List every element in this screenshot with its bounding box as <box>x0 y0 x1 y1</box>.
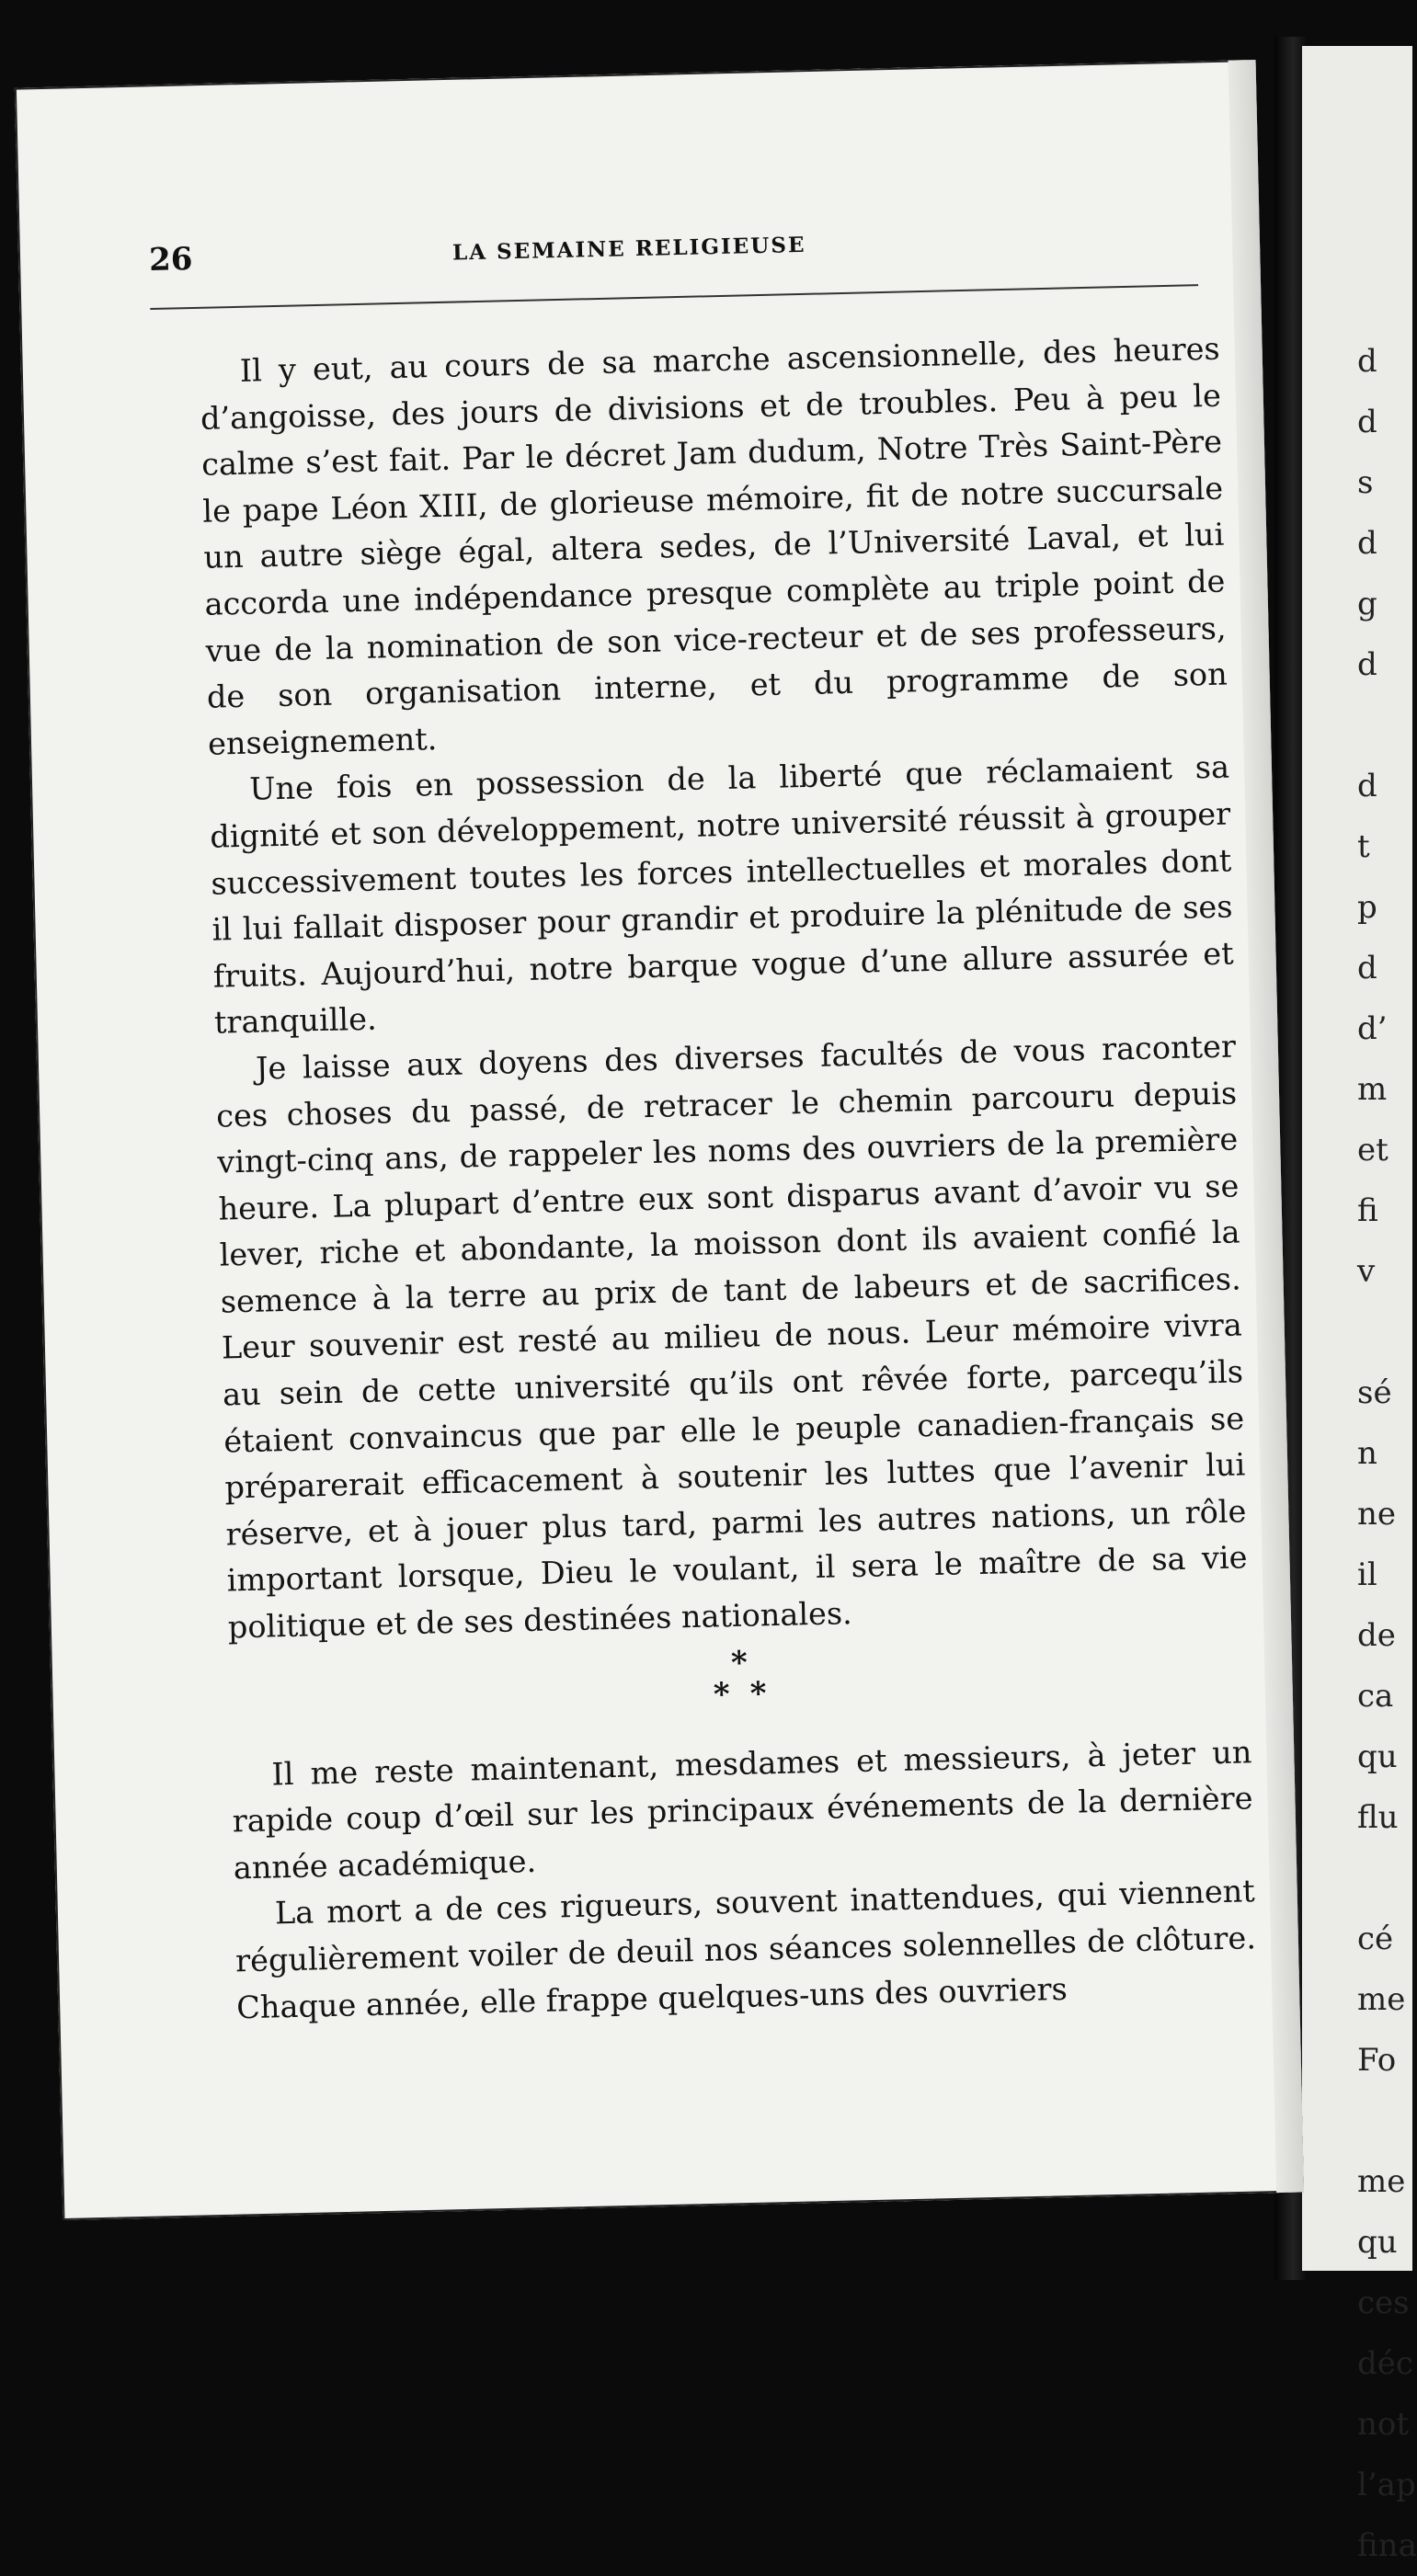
facing-page-fragment <box>1357 695 1417 756</box>
facing-page-fragment <box>1357 2091 1417 2151</box>
facing-page-fragment: d <box>1357 950 1377 986</box>
facing-page-fragment: qu <box>1357 1738 1398 1775</box>
facing-page-fragment: de <box>1357 1617 1396 1654</box>
asterism-bottom: ** <box>713 1674 787 1714</box>
facing-page-fragment: d <box>1357 768 1377 804</box>
facing-page-fragment: d <box>1357 343 1377 380</box>
facing-page-fragment: s <box>1357 464 1374 501</box>
facing-page-fragment: ces <box>1357 2285 1410 2321</box>
section-asterism <box>229 1636 1251 1721</box>
paragraph-1: Il y eut, au cours de sa marche ascensionnelle, des heures d’angoisse, des jours de divisions et de troubles. Peu à peu le calme s’est fait. Par le décret Jam dudum, Notre Très Saint-Père le pape Léon XIII, de glorieuse mémoire, fit de notre succursale un autre siège égal, altera sedes, de l’Université Laval, et lui accorda une indépendance presque complète au triple point de vue de la nomination de son vice-recteur et de ses professeurs, de son organisation interne, et du programme de son enseignement. <box>200 330 1228 762</box>
facing-page-fragment: not <box>1357 2406 1410 2443</box>
facing-page-fragment <box>1357 1848 1417 1909</box>
facing-page-fragment: fina <box>1357 2527 1417 2564</box>
facing-page-fragment: cé <box>1357 1921 1394 1957</box>
facing-page-fragment: d’ <box>1357 1010 1388 1047</box>
facing-page-fragment: t <box>1357 828 1370 865</box>
facing-page-fragment: flu <box>1357 1799 1399 1836</box>
paragraph-4: Il me reste maintenant, mesdames et messieurs, à jeter un rapide coup d’œil sur les principaux événements de la dernière année académique. <box>232 1733 1253 1886</box>
facing-page-fragment: g <box>1357 586 1377 622</box>
body-text <box>199 326 1257 2032</box>
paragraph-2: Une fois en possession de la liberté que réclamaient sa dignité et son développement, notre université réussit à grouper successivement toutes les forces intellectuelles et morales dont il lui fallait disposer pour grandir et produire la plénitude de ses fruits. Aujourd’hui, notre barque vogue d’une allure assurée et tranquille. <box>209 748 1234 1041</box>
facing-page-fragment: ne <box>1357 1496 1397 1533</box>
page-header <box>149 218 1198 288</box>
facing-page-fragment: n <box>1357 1435 1377 1472</box>
facing-page-fragment: Fo <box>1357 2042 1397 2079</box>
facing-page-fragment: d <box>1357 525 1377 562</box>
paragraph-5: La mort a de ces rigueurs, souvent inattendues, qui viennent régulièrement voiler de deuil nos séances solennelles de clôture. Chaque année, elle frappe quelques-uns des ouvriers <box>234 1873 1257 2025</box>
facing-page-fragment: d <box>1357 646 1377 683</box>
facing-page-fragment: déc <box>1357 2345 1413 2382</box>
facing-page-fragment: me <box>1357 1981 1406 2018</box>
facing-page-fragment: l’ap <box>1357 2467 1416 2503</box>
facing-page-fragment: il <box>1357 1556 1377 1593</box>
facing-page-fragment: v <box>1357 1253 1376 1290</box>
facing-page-fragment: p <box>1357 889 1377 926</box>
facing-page-fragment <box>1357 1302 1417 1362</box>
facing-page-text <box>1357 331 1417 2576</box>
asterism-top: * <box>730 1644 748 1681</box>
facing-page-fragment: qu <box>1357 2224 1398 2261</box>
facing-page-fragment: m <box>1357 1071 1388 1108</box>
paragraph-3: Je laisse aux doyens des diverses facultés de vous raconter ces choses du passé, de retracer le chemin parcouru depuis vingt-cinq ans, de rappeler les noms des ouvriers de la première heure. La plupart d’entre eux sont disparus avant d’avoir vu se lever, riche et abondante, la moisson dont ils avaient confié la semence à la terre au prix de tant de labeurs et de sacrifices. Leur souvenir est resté au milieu de nous. Leur mémoire vivra au sein de cette université qu’ils ont rêvée forte, parcequ’ils étaient convaincus que par elle le peuple canadien-français se préparerait efficacement à soutenir les luttes que l’avenir lui réserve, et à jouer plus tard, parmi les autres nations, un rôle important lorsque, Dieu le voulant, il sera le maître de sa vie politique et de ses destinées nationales. <box>215 1028 1248 1646</box>
facing-page-fragment: me <box>1357 2163 1406 2200</box>
facing-page-fragment: sé <box>1357 1374 1392 1411</box>
page-number: 26 <box>148 240 193 279</box>
facing-page-fragment: et <box>1357 1132 1388 1168</box>
facing-page-fragment: ca <box>1357 1678 1394 1715</box>
running-title: LA SEMAINE RELIGIEUSE <box>451 232 806 266</box>
facing-page-fragment: fi <box>1357 1192 1378 1229</box>
facing-page-fragment: d <box>1357 404 1377 440</box>
header-rule <box>150 284 1198 310</box>
